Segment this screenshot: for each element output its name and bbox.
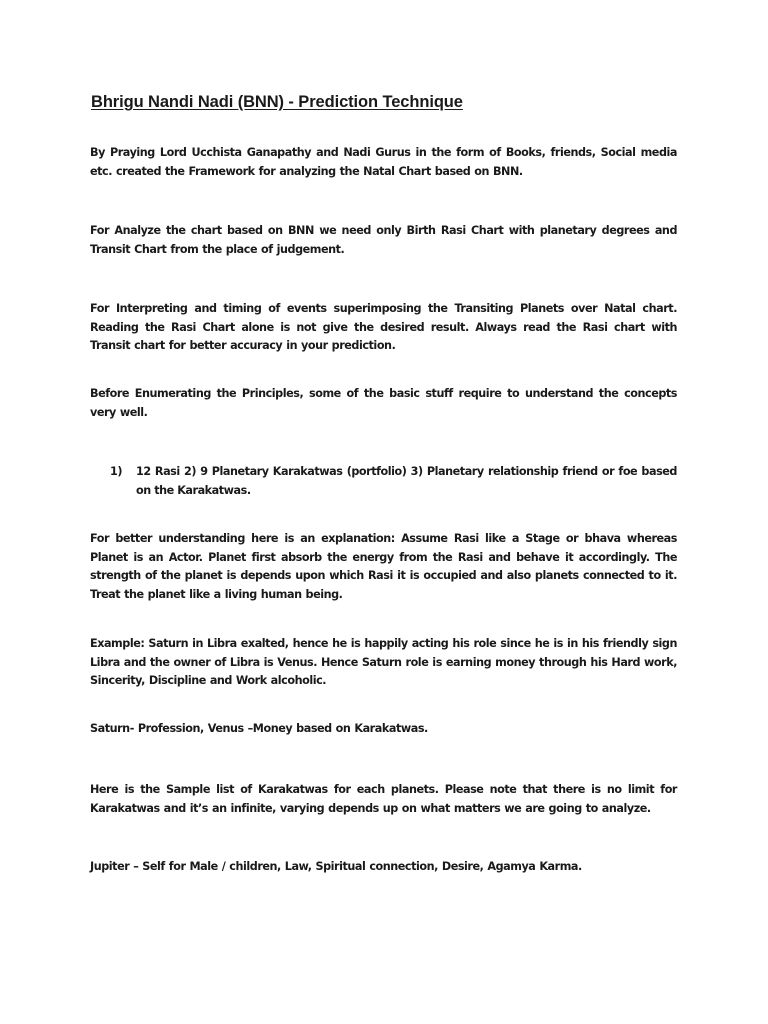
paragraph-basic-concepts: Before Enumerating the Principles, some of the basic stuff require to understand the concepts very well.: [90, 387, 677, 419]
list-item-number: 1): [110, 465, 122, 478]
paragraph-chart-requirements: For Analyze the chart based on BNN we need only Birth Rasi Chart with planetary degrees and Transit Chart from the place of judgement.: [90, 224, 677, 256]
paragraph-saturn-venus: Saturn- Profession, Venus –Money based on Karakatwas.: [90, 722, 428, 735]
paragraph-transit-interpretation: For Interpreting and timing of events superimposing the Transiting Planets over Natal chart. Reading the Rasi Chart alone is not give the desired result. Always read the Rasi chart with Transit chart for better accuracy in your prediction.: [90, 302, 677, 353]
paragraph-karakatwas-list: Here is the Sample list of Karakatwas for each planets. Please note that there is no limit for Karakatwas and it’s an infinite, varying depends up on what matters we are going to analyze.: [90, 783, 677, 815]
list-item-text: 12 Rasi 2) 9 Planetary Karakatwas (portfolio) 3) Planetary relationship friend or foe based on the Karakatwas.: [136, 465, 677, 497]
document-title: Bhrigu Nandi Nadi (BNN) - Prediction Technique: [91, 93, 463, 111]
paragraph-example: Example: Saturn in Libra exalted, hence he is happily acting his role since he is in his friendly sign Libra and the owner of Libra is Venus. Hence Saturn role is earning money through his Hard work, Sincerity, Discipline and Work alcoholic.: [90, 637, 677, 688]
list-item: [90, 463, 677, 500]
paragraph-invocation: By Praying Lord Ucchista Ganapathy and Nadi Gurus in the form of Books, friends, Social media etc. created the Framework for analyzing the Natal Chart based on BNN.: [90, 146, 677, 178]
paragraph-explanation: For better understanding here is an explanation: Assume Rasi like a Stage or bhava whereas Planet is an Actor. Planet first absorb the energy from the Rasi and behave it accordingly. The strength of the planet is depends upon which Rasi it is occupied and also planets connected to it. Treat the planet like a living human being.: [90, 532, 677, 602]
paragraph-jupiter: Jupiter – Self for Male / children, Law, Spiritual connection, Desire, Agamya Karma.: [90, 860, 582, 873]
